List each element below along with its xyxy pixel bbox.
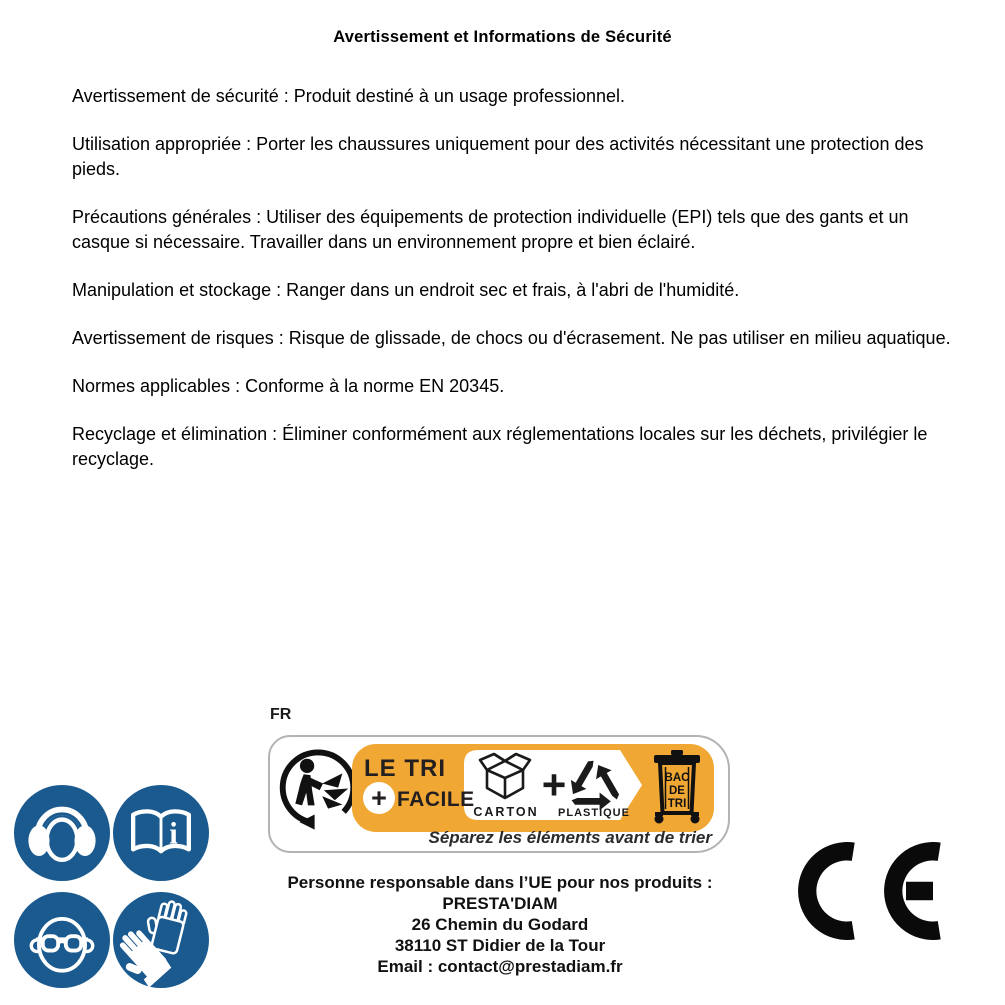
protective-gloves-icon — [113, 892, 209, 988]
safety-pictograms — [14, 785, 209, 988]
page-title: Avertissement et Informations de Sécurité — [333, 28, 672, 46]
responsible-email: Email : contact@prestadiam.fr — [377, 957, 623, 976]
headline-top: LE TRI — [364, 755, 446, 782]
responsible-street: 26 Chemin du Godard — [411, 915, 589, 934]
paragraph-recycling: Recyclage et élimination : Éliminer conformément aux réglementations locales sur les déchets, privilégier le recyclage. — [72, 424, 928, 469]
responsible-city: 38110 ST Didier de la Tour — [394, 936, 606, 955]
ce-marking-icon — [798, 842, 944, 940]
bin-text-line3: TRI — [667, 798, 687, 810]
material-label-plastique: PLASTIQUE — [558, 807, 630, 819]
safety-text — [72, 84, 964, 495]
bin-text-line2: DE — [669, 785, 685, 797]
material-label-carton: CARTON — [473, 805, 539, 819]
svg-text:i: i — [169, 816, 178, 851]
country-code-label: FR — [270, 706, 292, 723]
sorting-bin-icon — [654, 750, 700, 824]
paragraph-general-precautions: Précautions générales : Utiliser des équipements de protection individuelle (EPI) tels que des gants et un casque si nécessaire. Travailler dans un environnement propre et bien éclairé. — [72, 207, 909, 252]
paragraph-safety-warning: Avertissement de sécurité : Produit destiné à un usage professionnel. — [72, 86, 625, 106]
sorting-band — [352, 744, 714, 832]
bin-text-line1: BAC — [664, 772, 690, 784]
plus-badge: + — [371, 783, 387, 813]
paragraph-standards: Normes applicables : Conforme à la norme EN 20345. — [72, 376, 505, 396]
responsible-company: PRESTA'DIAM — [442, 894, 558, 913]
materials-separator: + — [541, 761, 567, 808]
info-tri-label — [268, 735, 730, 853]
paragraph-proper-use: Utilisation appropriée : Porter les chaussures uniquement pour des activités nécessitant une protection des pieds. — [72, 134, 924, 179]
responsible-line-intro: Personne responsable dans l’UE pour nos produits : — [287, 873, 713, 892]
ear-protection-icon — [14, 785, 110, 881]
paragraph-handling-storage: Manipulation et stockage : Ranger dans un endroit sec et frais, à l'abri de l'humidité. — [72, 280, 740, 300]
headline-bottom: FACILE — [397, 788, 475, 811]
sorting-caption: Séparez les éléments avant de trier — [428, 828, 712, 847]
eye-protection-icon — [14, 892, 110, 988]
paragraph-risk-warning: Avertissement de risques : Risque de glissade, de chocs ou d'écrasement. Ne pas utiliser en milieu aquatique. — [72, 328, 951, 348]
read-manual-icon — [113, 785, 209, 881]
triman-icon — [276, 742, 360, 830]
responsible-person-block — [250, 872, 750, 977]
